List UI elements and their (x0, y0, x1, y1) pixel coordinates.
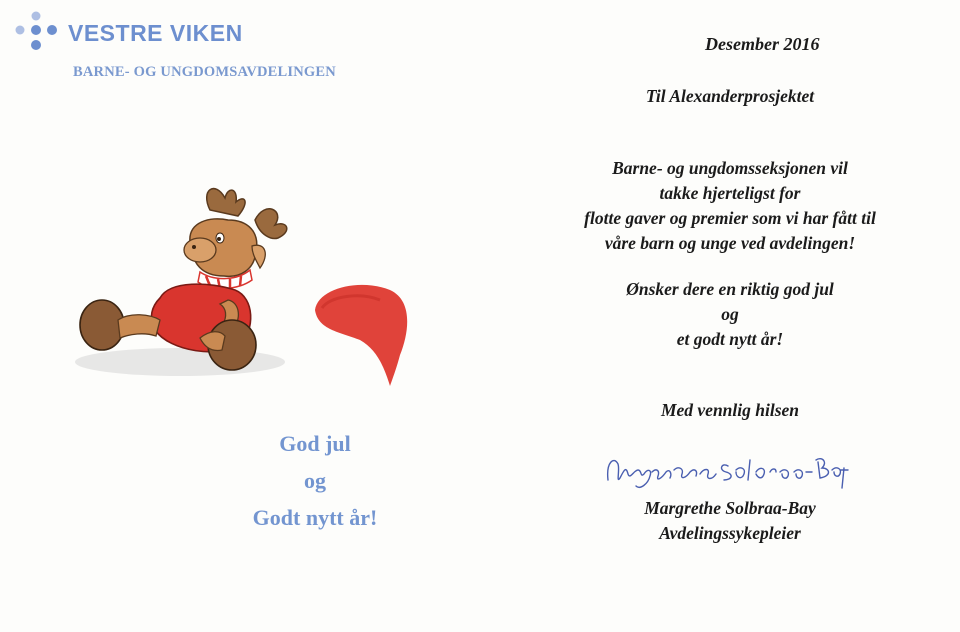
handwritten-signature (600, 440, 850, 495)
signer-title: Avdelingssykepleier (659, 523, 801, 543)
letter-signer (520, 496, 940, 546)
wishes-line: et godt nytt år! (676, 329, 784, 349)
vestre-viken-logo (12, 8, 342, 56)
body-line: våre barn og unge ved avdelingen! (604, 233, 856, 253)
dots-cross-icon (12, 8, 64, 56)
body-line: takke hjerteligst for (659, 183, 801, 203)
department-name: BARNE- OG UNGDOMSAVDELINGEN (73, 64, 336, 80)
letter-closing: Med vennlig hilsen (660, 400, 800, 420)
org-name: VESTRE VIKEN (68, 20, 243, 46)
letter-wishes (520, 277, 940, 352)
letter-date: Desember 2016 (705, 34, 820, 54)
wishes-line: og (721, 304, 739, 324)
wishes-line: Ønsker dere en riktig god jul (626, 279, 834, 299)
body-line: Barne- og ungdomsseksjonen vil (612, 158, 848, 178)
letter-body (520, 156, 940, 256)
letter-recipient: Til Alexanderprosjektet (645, 86, 815, 106)
santa-hat-icon (315, 285, 407, 386)
moose-illustration (60, 180, 420, 390)
greeting-line-3: Godt nytt år! (252, 505, 378, 530)
greeting-line-1: God jul (279, 431, 351, 456)
signer-name: Margrethe Solbraa-Bay (644, 498, 816, 518)
greeting-line-2: og (304, 468, 326, 493)
body-line: flotte gaver og premier som vi har fått til (584, 208, 876, 228)
christmas-greeting (200, 425, 430, 536)
